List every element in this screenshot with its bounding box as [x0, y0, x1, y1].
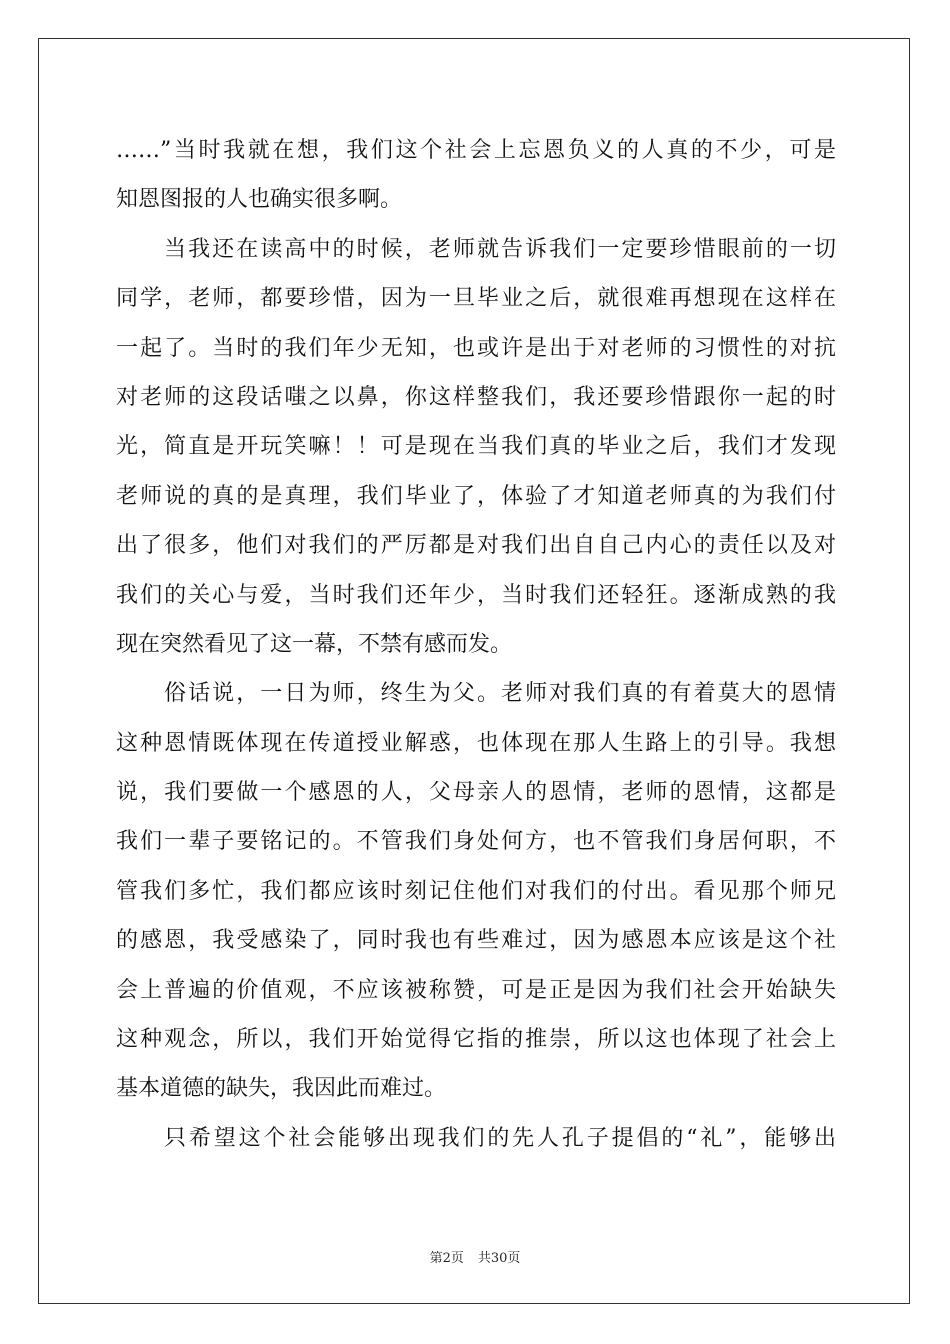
- text-line: 老师说的真的是真理，我们毕业了，体验了才知道老师真的为我们付: [116, 483, 836, 509]
- text-line: 一起了。当时的我们年少无知，也或许是出于对老师的习惯性的对抗: [116, 335, 836, 361]
- document-body: [116, 126, 836, 1163]
- text-line: 对老师的这段话嗤之以鼻，你这样整我们，我还要珍惜跟你一起的时: [116, 384, 836, 410]
- text-line: 知恩图报的人也确实很多啊。: [116, 187, 403, 213]
- text-line: ……”当时我就在想，我们这个社会上忘恩负义的人真的不少，可是: [116, 138, 836, 163]
- text-line: 这种观念，所以，我们开始觉得它指的推崇，所以这也体现了社会上: [116, 1027, 836, 1053]
- text-line: 光，简直是开玩笑嘛！！可是现在当我们真的毕业之后，我们才发现: [116, 434, 836, 460]
- text-line: 基本道德的缺失，我因此而难过。: [116, 1076, 447, 1102]
- text-line: 现在突然看见了这一幕，不禁有感而发。: [116, 631, 513, 657]
- page-number: 第2页: [429, 1251, 464, 1266]
- text-line: 会上普遍的价值观，不应该被称赞，可是正是因为我们社会开始缺失: [116, 977, 836, 1003]
- text-line: 当我还在读高中的时候，老师就告诉我们一定要珍惜眼前的一切: [164, 236, 836, 262]
- text-line: 出了很多，他们对我们的严厉都是对我们出自自己内心的责任以及对: [116, 533, 836, 559]
- text-line: 俗话说，一日为师，终生为父。老师对我们真的有着莫大的恩情: [164, 681, 836, 707]
- text-line: 我们的关心与爱，当时我们还年少，当时我们还轻狂。逐渐成熟的我: [116, 582, 836, 608]
- text-line: 的感恩，我受感染了，同时我也有些难过，因为感恩本应该是这个社: [116, 928, 836, 954]
- text-line: 同学，老师，都要珍惜，因为一旦毕业之后，就很难再想现在这样在: [116, 286, 836, 312]
- page-total: 共30页: [477, 1251, 521, 1266]
- page-footer: [0, 1247, 950, 1266]
- text-line: 只希望这个社会能够出现我们的先人孔子提倡的“礼”，能够出: [164, 1125, 836, 1151]
- text-line: 我们一辈子要铭记的。不管我们身处何方，也不管我们身居何职，不: [116, 829, 836, 855]
- text-line: 这种恩情既体现在传道授业解惑，也体现在那人生路上的引导。我想: [116, 730, 836, 756]
- text-line: 说，我们要做一个感恩的人，父母亲人的恩情，老师的恩情，这都是: [116, 780, 836, 806]
- text-line: 管我们多忙，我们都应该时刻记住他们对我们的付出。看见那个师兄: [116, 878, 836, 904]
